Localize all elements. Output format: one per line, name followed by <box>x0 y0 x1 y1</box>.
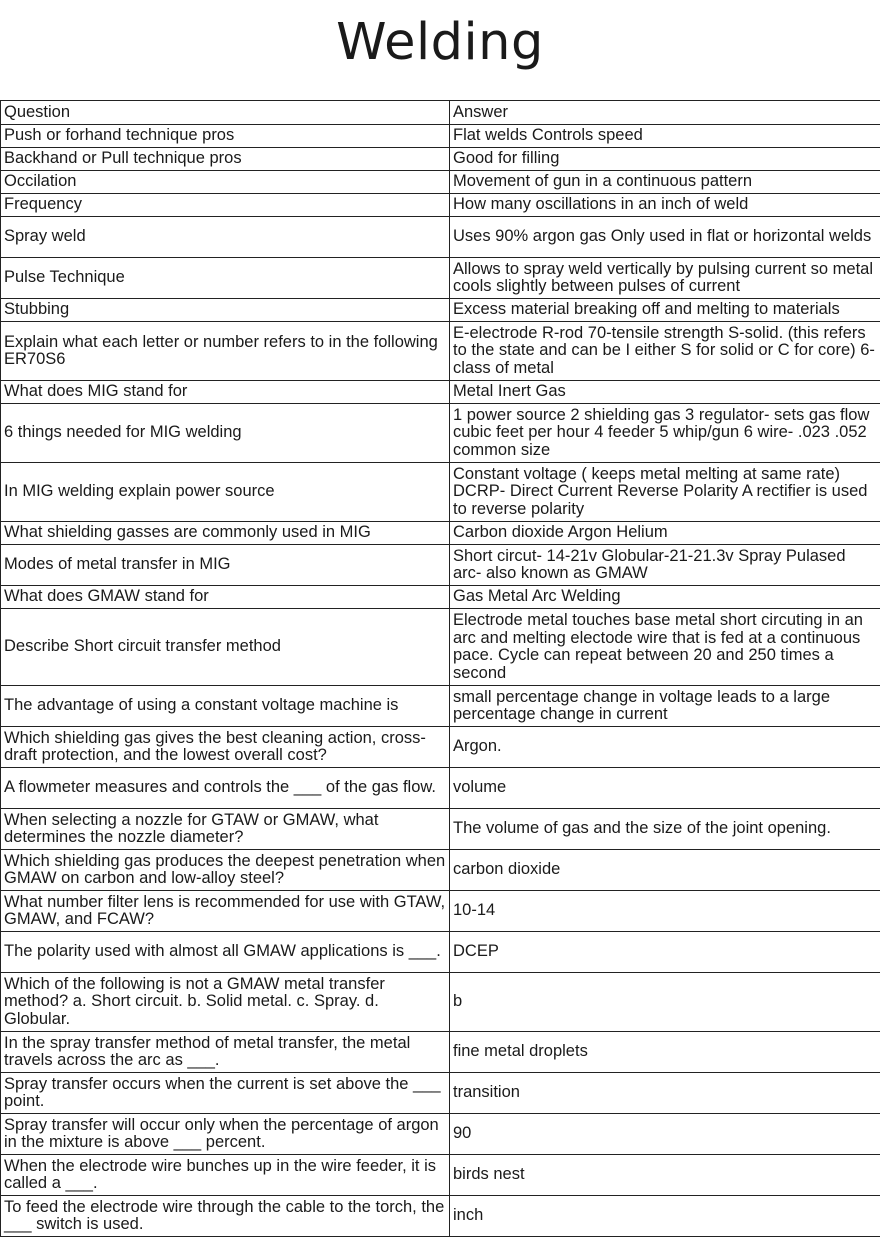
answer-cell: E-electrode R-rod 70-tensile strength S-solid. (this refers to the state and can be I either S for solid or C for core) 6- class of metal <box>450 322 880 381</box>
question-cell: Modes of metal transfer in MIG <box>1 545 450 586</box>
question-cell: In the spray transfer method of metal transfer, the metal travels across the arc as ___. <box>1 1032 450 1073</box>
answer-cell: 90 <box>450 1114 880 1155</box>
question-cell: When the electrode wire bunches up in the wire feeder, it is called a ___. <box>1 1155 450 1196</box>
answer-cell: Gas Metal Arc Welding <box>450 586 880 609</box>
question-cell: Describe Short circuit transfer method <box>1 609 450 686</box>
table-row <box>1 194 880 217</box>
table-row <box>1 609 880 686</box>
question-cell: Backhand or Pull technique pros <box>1 148 450 171</box>
answer-cell: Electrode metal touches base metal short circuting in an arc and melting electode wire that is fed at a continuous pace. Cycle can repeat between 20 and 250 times a second <box>450 609 880 686</box>
answer-header: Answer <box>450 101 880 125</box>
answer-cell: Constant voltage ( keeps metal melting at same rate) DCRP- Direct Current Reverse Polarity A rectifier is used to reverse polarity <box>450 463 880 522</box>
answer-cell: volume <box>450 768 880 809</box>
table-row <box>1 1196 880 1237</box>
question-cell: Spray transfer occurs when the current is set above the ___ point. <box>1 1073 450 1114</box>
table-row <box>1 404 880 463</box>
table-row <box>1 586 880 609</box>
answer-cell: Flat welds Controls speed <box>450 125 880 148</box>
question-cell: 6 things needed for MIG welding <box>1 404 450 463</box>
answer-cell: inch <box>450 1196 880 1237</box>
question-cell: What does GMAW stand for <box>1 586 450 609</box>
qa-table <box>0 100 880 1237</box>
question-cell: What does MIG stand for <box>1 381 450 404</box>
answer-cell: Short circut- 14-21v Globular-21-21.3v Spray Pulased arc- also known as GMAW <box>450 545 880 586</box>
table-row <box>1 973 880 1032</box>
answer-cell: fine metal droplets <box>450 1032 880 1073</box>
answer-cell: 1 power source 2 shielding gas 3 regulator- sets gas flow cubic feet per hour 4 feeder 5 whip/gun 6 wire- .023 .052 common size <box>450 404 880 463</box>
table-row <box>1 727 880 768</box>
answer-cell: Uses 90% argon gas Only used in flat or horizontal welds <box>450 217 880 258</box>
table-row <box>1 1032 880 1073</box>
question-cell: Which of the following is not a GMAW metal transfer method? a. Short circuit. b. Solid metal. c. Spray. d. Globular. <box>1 973 450 1032</box>
answer-cell: b <box>450 973 880 1032</box>
answer-cell: Carbon dioxide Argon Helium <box>450 522 880 545</box>
table-row <box>1 932 880 973</box>
table-row <box>1 768 880 809</box>
question-cell: The polarity used with almost all GMAW applications is ___. <box>1 932 450 973</box>
answer-cell: Good for filling <box>450 148 880 171</box>
question-cell: Pulse Technique <box>1 258 450 299</box>
table-row <box>1 148 880 171</box>
table-row <box>1 381 880 404</box>
question-cell: Spray transfer will occur only when the percentage of argon in the mixture is above ___ percent. <box>1 1114 450 1155</box>
question-cell: A flowmeter measures and controls the ___ of the gas flow. <box>1 768 450 809</box>
answer-cell: small percentage change in voltage leads to a large percentage change in current <box>450 686 880 727</box>
table-row <box>1 299 880 322</box>
question-cell: Which shielding gas gives the best cleaning action, cross-draft protection, and the lowest overall cost? <box>1 727 450 768</box>
answer-cell: Excess material breaking off and melting to materials <box>450 299 880 322</box>
answer-cell: Movement of gun in a continuous pattern <box>450 171 880 194</box>
table-row <box>1 171 880 194</box>
answer-cell: Metal Inert Gas <box>450 381 880 404</box>
table-row <box>1 1155 880 1196</box>
answer-cell: The volume of gas and the size of the joint opening. <box>450 809 880 850</box>
table-row <box>1 522 880 545</box>
question-cell: Explain what each letter or number refers to in the following ER70S6 <box>1 322 450 381</box>
answer-cell: birds nest <box>450 1155 880 1196</box>
answer-cell: Allows to spray weld vertically by pulsing current so metal cools slightly between pulses of current <box>450 258 880 299</box>
table-row <box>1 1114 880 1155</box>
answer-cell: DCEP <box>450 932 880 973</box>
table-row <box>1 809 880 850</box>
table-row <box>1 850 880 891</box>
answer-cell: carbon dioxide <box>450 850 880 891</box>
table-row <box>1 463 880 522</box>
header-row <box>1 101 880 125</box>
question-cell: Frequency <box>1 194 450 217</box>
question-cell: When selecting a nozzle for GTAW or GMAW, what determines the nozzle diameter? <box>1 809 450 850</box>
question-cell: Spray weld <box>1 217 450 258</box>
question-cell: What shielding gasses are commonly used in MIG <box>1 522 450 545</box>
table-row <box>1 217 880 258</box>
table-row <box>1 891 880 932</box>
question-cell: Push or forhand technique pros <box>1 125 450 148</box>
answer-cell: Argon. <box>450 727 880 768</box>
question-header: Question <box>1 101 450 125</box>
question-cell: What number filter lens is recommended for use with GTAW, GMAW, and FCAW? <box>1 891 450 932</box>
table-row <box>1 125 880 148</box>
question-cell: Which shielding gas produces the deepest penetration when GMAW on carbon and low-alloy steel? <box>1 850 450 891</box>
page-title: Welding <box>336 13 544 72</box>
question-cell: To feed the electrode wire through the cable to the torch, the ___ switch is used. <box>1 1196 450 1237</box>
question-cell: In MIG welding explain power source <box>1 463 450 522</box>
question-cell: Stubbing <box>1 299 450 322</box>
answer-cell: How many oscillations in an inch of weld <box>450 194 880 217</box>
table-row <box>1 686 880 727</box>
question-cell: The advantage of using a constant voltage machine is <box>1 686 450 727</box>
table-row <box>1 1073 880 1114</box>
answer-cell: transition <box>450 1073 880 1114</box>
table-row <box>1 545 880 586</box>
table-row <box>1 322 880 381</box>
table-row <box>1 258 880 299</box>
answer-cell: 10-14 <box>450 891 880 932</box>
question-cell: Occilation <box>1 171 450 194</box>
